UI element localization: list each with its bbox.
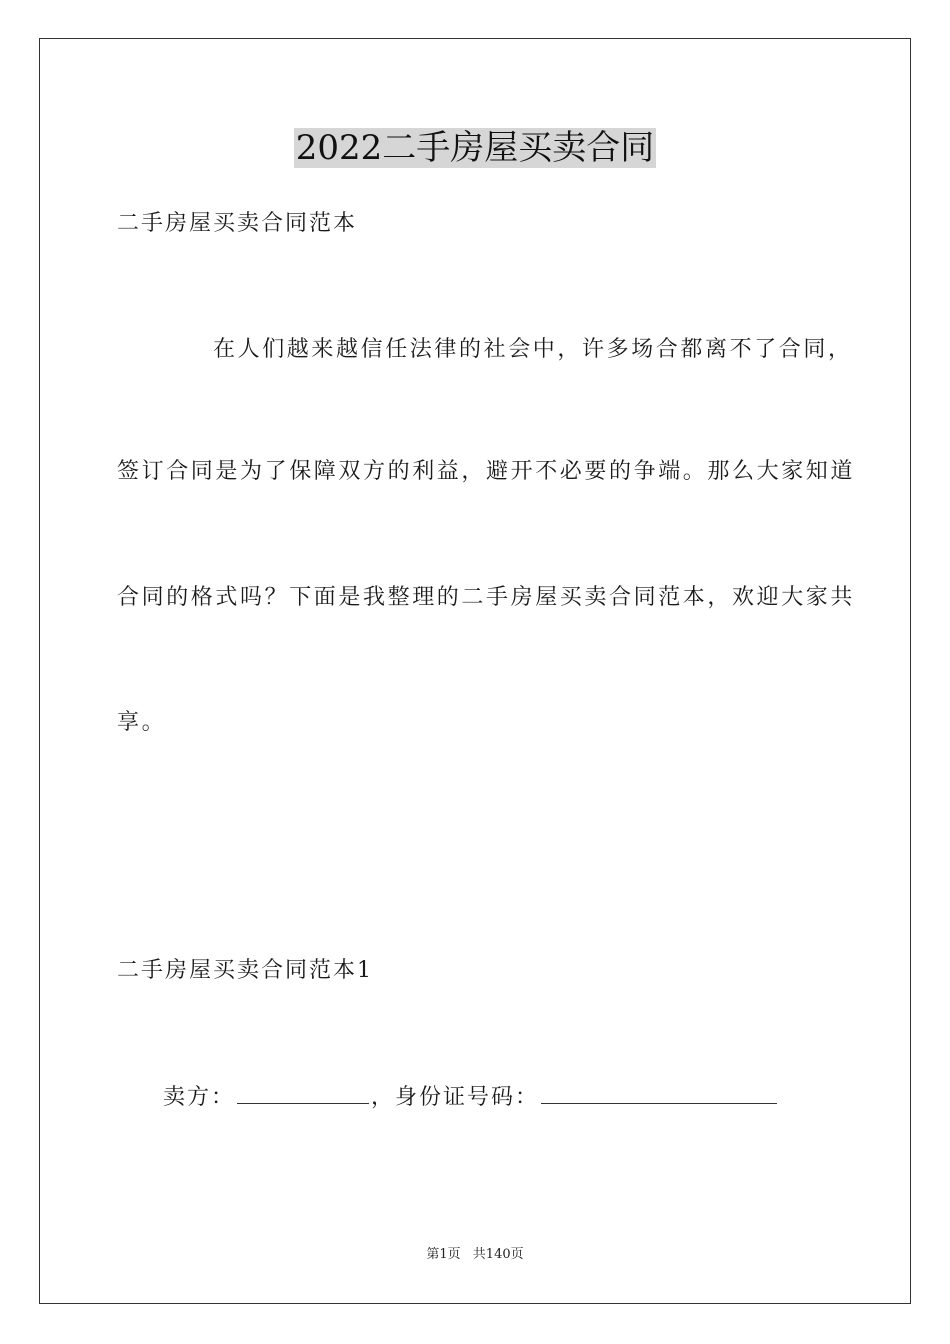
page-number: 第1页 (426, 1247, 461, 1262)
document-subtitle: 二手房屋买卖合同范本 (117, 211, 358, 236)
id-number-label: ，身份证号码： (371, 1085, 540, 1110)
title-container (0, 128, 950, 168)
id-number-blank[interactable] (541, 1081, 777, 1104)
section-heading: 二手房屋买卖合同范本1 (117, 958, 373, 983)
intro-line-1: 在人们越来越信任法律的社会中，许多场合都离不了合同， (213, 337, 853, 362)
intro-line-4: 享。 (117, 710, 167, 735)
document-title: 2022二手房屋买卖合同 (295, 128, 655, 168)
intro-line-2: 签订合同是为了保障双方的利益，避开不必要的争端。那么大家知道 (117, 459, 856, 484)
page-total: 共140页 (472, 1247, 524, 1262)
page-footer (0, 1246, 950, 1264)
seller-label: 卖方： (163, 1085, 236, 1110)
intro-line-3: 合同的格式吗？下面是我整理的二手房屋买卖合同范本，欢迎大家共 (117, 585, 856, 610)
seller-field-row (163, 1081, 803, 1113)
seller-name-blank[interactable] (237, 1081, 369, 1104)
